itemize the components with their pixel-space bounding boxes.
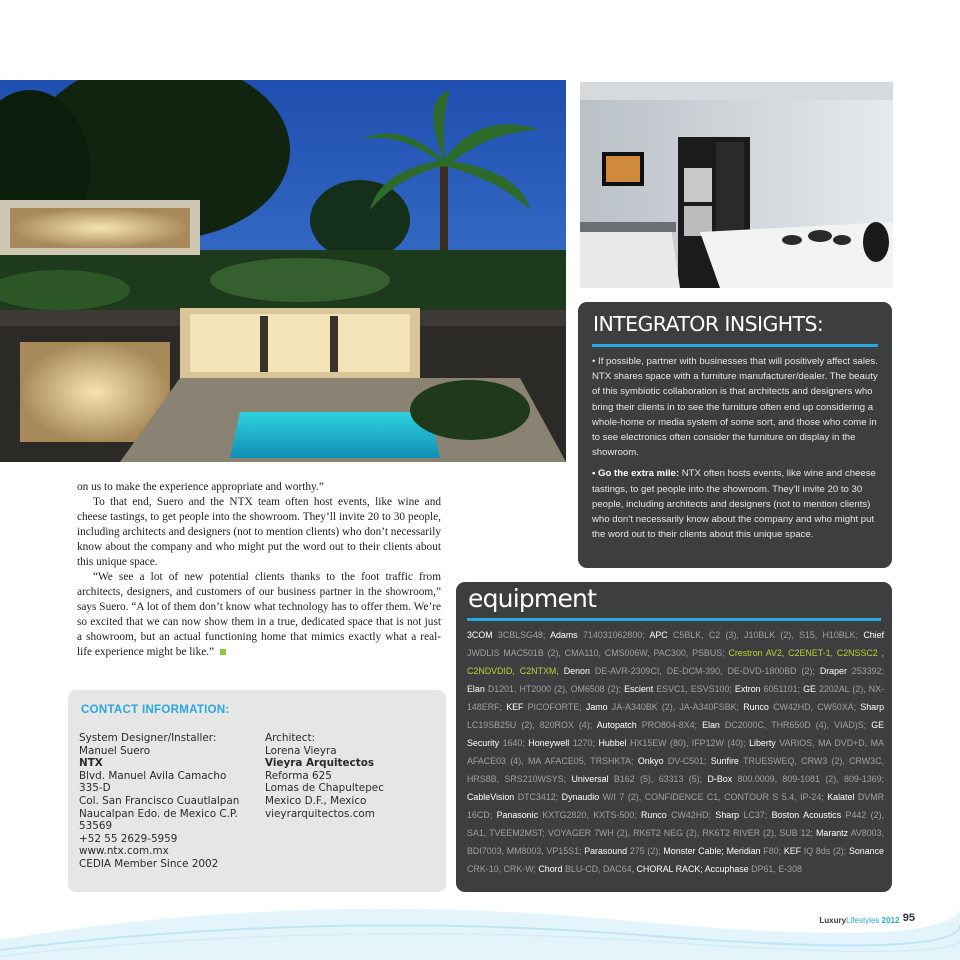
equipment-brand: Marantz bbox=[816, 828, 851, 838]
equipment-models: D1201, HT2000 (2), OM6508 (2); bbox=[487, 684, 625, 694]
article-paragraph-text: “We see a lot of new potential clients thanks to the foot traffic from architects, designers, and customers of our business partner in the showroom,” says Suero. “A lot of them don’t know what technology has to offer them. We’re so excited that we can now show them in a true, dedicated space that is not just a showroom, but an actual functioning home that mimics exactly what a real-life experience might be like.” bbox=[77, 571, 441, 658]
equipment-models: 1640; bbox=[502, 738, 529, 748]
equipment-models: JA-A340BK (2), JA-A340FSBK; bbox=[611, 702, 744, 712]
equipment-models: JWDLIS MAC501B (2), CMA110, CMS006W, PAC300, PSBUS; bbox=[467, 648, 729, 658]
insight-tip-lead: • Go the extra mile: bbox=[592, 468, 680, 480]
equipment-models: BLU-CD, DAC64, bbox=[564, 864, 637, 874]
installer-company: NTX bbox=[79, 757, 103, 770]
equipment-models: CW42HD; bbox=[671, 810, 716, 820]
equipment-divider bbox=[467, 618, 881, 621]
end-of-article-mark bbox=[220, 649, 226, 655]
equipment-brand: GE bbox=[803, 684, 819, 694]
equipment-brand: Kalatel bbox=[827, 792, 858, 802]
footer-wave-decoration bbox=[0, 880, 960, 960]
equipment-brand: Jamo bbox=[585, 702, 612, 712]
equipment-brand: KEF bbox=[506, 702, 528, 712]
article-paragraph: on us to make the experience appropriate and worthy.” bbox=[77, 481, 324, 493]
equipment-brand: Dynaudio bbox=[561, 792, 603, 802]
contact-heading: CONTACT INFORMATION: bbox=[81, 704, 230, 716]
equipment-models: DV-C501; bbox=[667, 756, 711, 766]
equipment-brand: Accuphase bbox=[704, 864, 752, 874]
equipment-brand: D-Box bbox=[707, 774, 738, 784]
equipment-brand: Draper bbox=[819, 666, 852, 676]
installer-name: Manuel Suero bbox=[79, 744, 151, 757]
equipment-brand: 3COM bbox=[467, 630, 498, 640]
equipment-brand: Runco bbox=[743, 702, 774, 712]
equipment-models: AV2, C2ENET-1, C2NSSC2 , C2NDVDID, C2NTXM, bbox=[467, 648, 884, 676]
equipment-models: B162 (5), 63313 (5); bbox=[613, 774, 708, 784]
architect-website-link[interactable]: vieyrarquitectos.com bbox=[265, 807, 375, 820]
equipment-models: 253392; bbox=[851, 666, 885, 676]
installer-address: Blvd. Manuel Avila Camacho bbox=[79, 769, 227, 782]
equipment-brand: Panasonic bbox=[496, 810, 543, 820]
equipment-models: LC37; bbox=[743, 810, 772, 820]
equipment-models: DVMR 16CD; bbox=[467, 792, 885, 820]
equipment-models: W/I 7 (2), CONFIDENCE C1, CONTOUR S 5.4, IP-24; bbox=[602, 792, 828, 802]
equipment-brand: Escient bbox=[624, 684, 657, 694]
equipment-models: 714031062800; bbox=[582, 630, 650, 640]
equipment-models: HX15EW (80), IFP12W (40); bbox=[630, 738, 750, 748]
architect-address: Mexico D.F., Mexico bbox=[265, 794, 367, 807]
architect-label: Architect: bbox=[265, 732, 316, 744]
equipment-models: PRO804-8X4; bbox=[641, 720, 703, 730]
insights-heading: INTEGRATOR INSIGHTS: bbox=[593, 312, 824, 336]
insight-tip bbox=[592, 466, 882, 542]
installer-phone: +52 55 2629-5959 bbox=[79, 832, 178, 845]
equipment-brand: CableVision bbox=[467, 792, 518, 802]
equipment-brand: Chief bbox=[863, 630, 885, 640]
equipment-brand: Parasound bbox=[584, 846, 630, 856]
equipment-brand: Boston Acoustics bbox=[771, 810, 846, 820]
equipment-brand: CHORAL RACK; bbox=[636, 864, 705, 874]
equipment-brand: Runco bbox=[641, 810, 672, 820]
equipment-brand: Monster Cable; bbox=[663, 846, 727, 856]
equipment-models: PICOFORTE; bbox=[527, 702, 586, 712]
equipment-models: DTC3412; bbox=[517, 792, 562, 802]
equipment-brand: Sharp bbox=[715, 810, 744, 820]
equipment-brand: Elan bbox=[467, 684, 488, 694]
equipment-models: AV8003, BDI7003, MM8003, VP15S1; bbox=[467, 828, 885, 856]
equipment-models: LC19SB25U (2), 820ROX (4); bbox=[467, 720, 597, 730]
equipment-brand: Denon bbox=[563, 666, 595, 676]
architect-address: Lomas de Chapultepec bbox=[265, 782, 384, 795]
magazine-footer bbox=[819, 916, 915, 925]
equipment-models: TRUESWEQ, CRW3 (2), CRW3C, HRS8B, SRS210WSYS; bbox=[467, 756, 884, 784]
equipment-brand: Honeywell bbox=[528, 738, 573, 748]
equipment-models: 1270; bbox=[572, 738, 599, 748]
insight-tip-text: NTX often hosts events, like wine and cheese tastings, to get people into the showroom. They’ll invite 20 to 30 people, including architects and designers (not to mention clients) who don’t necessarily know about the company and who might put the word out to their clients about this unique space. bbox=[592, 468, 876, 541]
equipment-models: 6051101; bbox=[763, 684, 804, 694]
equipment-box bbox=[456, 582, 892, 892]
equipment-models: 3CBLSG48; bbox=[497, 630, 551, 640]
installer-contact bbox=[79, 732, 265, 871]
equipment-models: ESVC1, ESVS100; bbox=[656, 684, 735, 694]
equipment-list bbox=[467, 626, 884, 878]
equipment-brand: Onkyo bbox=[637, 756, 668, 766]
installer-address: 53569 bbox=[79, 820, 113, 833]
installer-label: System Designer/Installer: bbox=[79, 732, 217, 744]
equipment-brand: GE Security bbox=[467, 720, 885, 748]
equipment-models: IQ 8ds (2); bbox=[803, 846, 849, 856]
equipment-brand: Hubbel bbox=[598, 738, 631, 748]
equipment-brand: Sunfire bbox=[710, 756, 744, 766]
equipment-models: DC2000C, THR650D (4), VIAD)S; bbox=[724, 720, 872, 730]
article-paragraph: To that end, Suero and the NTX team often host events, like wine and cheese tastings, to get people into the showroom. They’ll invite 20 to 30 people, including architects and designers (not to mention clients) who don’t necessarily know about the company and who might put the word out to their clients about this unique space. bbox=[77, 496, 441, 568]
article-paragraph bbox=[77, 570, 441, 660]
equipment-models: P442 (2), SA1, TVEEM2MST; VOYAGER 7WH (2), RK6T2 NEG (2), RK6T2 RIVER (2), SUB 12; bbox=[467, 810, 884, 838]
equipment-brand: Meridian bbox=[726, 846, 764, 856]
architect-contact bbox=[265, 732, 440, 820]
page-number: 95 bbox=[902, 912, 915, 924]
insight-tip: • If possible, partner with businesses that will positively affect sales. NTX shares space with a furniture manufacturer/dealer. The beauty of this symbiotic collaboration is that architects and designers who bring their clients in to see the furniture often end up considering a whole-home or media system of some sort, and those who come in to see electronics often consider the furniture on display in the showroom. bbox=[592, 356, 878, 459]
equipment-brand: Elan bbox=[702, 720, 725, 730]
equipment-models: 800.0009, 809-1081 (2), 809-1369; bbox=[737, 774, 884, 784]
installer-address: Col. San Francisco Cuautlalpan bbox=[79, 794, 240, 807]
equipment-heading: equipment bbox=[468, 584, 597, 613]
architect-address: Reforma 625 bbox=[265, 769, 332, 782]
equipment-models: KXTG2820, KXTS-500; bbox=[542, 810, 642, 820]
house-exterior-photo bbox=[0, 80, 566, 462]
equipment-brand: Autopatch bbox=[596, 720, 642, 730]
equipment-brand: Crestron bbox=[728, 648, 766, 658]
equipment-brand: Sonance bbox=[848, 846, 884, 856]
equipment-models: VARIOS, MA DVD+D, MA AFACE03 (4), MA AFACE05, TRSHKTA; bbox=[467, 738, 884, 766]
architect-name: Lorena Vieyra bbox=[265, 744, 337, 757]
equipment-brand: Universal bbox=[571, 774, 614, 784]
equipment-brand: Extron bbox=[734, 684, 764, 694]
installer-website-link[interactable]: www.ntx.com.mx bbox=[79, 845, 169, 858]
insights-body bbox=[592, 354, 882, 548]
magazine-name-luxury: Luxury bbox=[819, 916, 847, 925]
installer-address: 335-D bbox=[79, 782, 111, 795]
integrator-insights-box bbox=[578, 302, 892, 568]
equipment-models: DP61, E-308 bbox=[751, 864, 802, 874]
magazine-year: 2012 bbox=[881, 916, 900, 925]
article-body bbox=[77, 480, 441, 660]
equipment-models: C5BLK, C2 (3), J10BLK (2), S15, H10BLK; bbox=[673, 630, 864, 640]
contact-info-box bbox=[68, 690, 446, 892]
architect-company: Vieyra Arquitectos bbox=[265, 757, 375, 770]
insights-divider bbox=[592, 344, 878, 347]
equipment-brand: Liberty bbox=[749, 738, 780, 748]
equipment-brand: Sharp bbox=[860, 702, 885, 712]
equipment-brand: KEF bbox=[783, 846, 804, 856]
installer-address: Naucalpan Edo. de Mexico C.P. bbox=[79, 807, 238, 820]
installer-membership: CEDIA Member Since 2002 bbox=[79, 857, 219, 870]
equipment-models: 275 (2); bbox=[629, 846, 664, 856]
equipment-brand: Adams bbox=[550, 630, 583, 640]
equipment-models: CW42HD, CW50XA; bbox=[773, 702, 861, 712]
magazine-name-lifestyles: Lifestyles bbox=[846, 916, 880, 925]
equipment-brand: Chord bbox=[538, 864, 565, 874]
equipment-models: F80; bbox=[763, 846, 784, 856]
equipment-models: 2202AL (2), NX-148ERF; bbox=[467, 684, 885, 712]
kitchen-photo bbox=[580, 82, 893, 288]
equipment-models: DE-AVR-2309CI, DE-DCM-390, DE-DVD-1800BD (2); bbox=[594, 666, 820, 676]
equipment-brand: APC bbox=[649, 630, 673, 640]
equipment-models: CRK-10, CRK-W; bbox=[467, 864, 539, 874]
